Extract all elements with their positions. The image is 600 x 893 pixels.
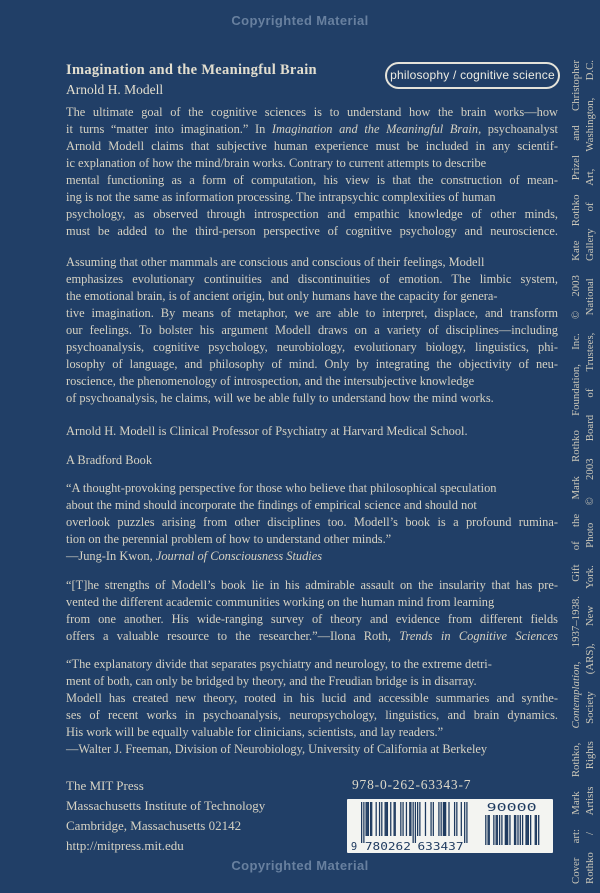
author-bio <box>66 423 558 440</box>
text-line: psychology, as observed through introspection and empathic knowledge of other minds, <box>66 207 558 221</box>
cover-credit <box>570 0 598 893</box>
isbn-label: 978-0-262-63343-7 <box>352 777 472 792</box>
text-line: our feelings. To bolster his argument Modell draws on a variety of disciplines—including <box>66 323 558 337</box>
barcode <box>347 799 553 853</box>
barcode-graphic <box>347 799 553 853</box>
text-line: offers a valuable resource to the researcher.”—Ilona Roth, Trends in Cognitive Sciences <box>66 629 559 643</box>
text-line: Massachusetts Institute of Technology <box>66 798 266 813</box>
text-line: psychoanalysis, cognitive psychology, neurobiology, evolutionary biology, linguistics, phi- <box>66 340 558 354</box>
svg-text:9: 9 <box>350 841 358 853</box>
review-quote-1 <box>66 480 558 565</box>
text-line: tive imagination. By means of metaphor, we are able to interpret, displace, and transform <box>66 306 558 320</box>
review-quote-2 <box>66 577 558 645</box>
category-badge: philosophy / cognitive science <box>385 62 560 89</box>
text-line: roscience, the phenomenology of introspection, and the intersubjective knowledge <box>66 374 475 388</box>
book-author: Arnold H. Modell <box>66 82 164 97</box>
header <box>66 62 317 98</box>
text-line: “The explanatory divide that separates psychiatry and neurology, to the extreme detri- <box>66 657 492 671</box>
text-line: of psychoanalysis, he claims, will we be able fully to understand how the mind works. <box>66 391 494 405</box>
text-line: vented the different academic communities working on the human mind from learning <box>66 595 495 609</box>
svg-text:780262: 780262 <box>364 841 411 853</box>
watermark-bottom: Copyrighted Material <box>231 858 369 873</box>
text-line: Rothko / Artists Rights Society (ARS), New York. Photo © 2003 Board of Trustees, National Gallery of Art, Washington, D.C. <box>583 60 596 884</box>
text-line: Assuming that other mammals are conscious and conscious of their feelings, Modell <box>66 255 485 269</box>
watermark-top: Copyrighted Material <box>231 13 369 28</box>
text-line: http://mitpress.mit.edu <box>66 838 184 853</box>
text-line: ment of both, can only be bridged by theory, and the Freudian bridge is in disarray. <box>66 674 477 688</box>
publisher-block <box>66 776 265 856</box>
synopsis-paragraph-1 <box>66 104 558 240</box>
text-line: “[T]he strengths of Modell’s book lie in his admirable assault on the insularity that has pre- <box>66 578 558 592</box>
synopsis-paragraph-2 <box>66 254 558 407</box>
text-line: must be added to the third-person perspective of cognitive psychology and neuroscience. <box>66 224 558 238</box>
text-line: Arnold H. Modell is Clinical Professor of Psychiatry at Harvard Medical School. <box>66 424 468 438</box>
text-line: overlook puzzles arising from other disciplines too. Modell’s book is a profound rumina- <box>66 515 558 529</box>
text-line: Arnold Modell claims that subjective human experience must be included in any scientif- <box>66 139 558 153</box>
text-line: emphasizes evolutionary continuities and discontinuities of emotion. The limbic system, <box>66 272 558 286</box>
text-line: the emotional brain, is of ancient origin, but only humans have the capacity for genera- <box>66 289 498 303</box>
text-line: Cover art: Mark Rothko, Contemplation, 1937–1938. Gift of the Mark Rothko Foundation, Inc. © 2003 Kate Rothko Prizel and Christopher <box>570 60 582 884</box>
text-line: “A thought-provoking perspective for those who believe that philosophical speculation <box>66 481 497 495</box>
book-title: Imagination and the Meaningful Brain <box>66 62 317 78</box>
text-line: it turns “matter into imagination.” In Imagination and the Meaningful Brain, psychoanalyst <box>66 122 558 136</box>
text-line: from one another. His wide-ranging survey of theory and evidence from different fields <box>66 612 558 626</box>
imprint-line <box>66 452 558 469</box>
main-text-column <box>66 104 558 758</box>
text-line: ic explanation of how the mind/brain works. Contrary to current attempts to describe <box>66 156 487 170</box>
text-line: The ultimate goal of the cognitive sciences is to understand how the brain works—how <box>66 105 558 119</box>
text-line: about the mind should incorporate the findings of empirical science and should not <box>66 498 477 512</box>
cover-credit-text <box>570 60 597 884</box>
text-line: —Walter J. Freeman, Division of Neurobiology, University of California at Berkeley <box>66 742 488 756</box>
svg-text:90000: 90000 <box>486 802 537 814</box>
review-quote-3 <box>66 656 558 758</box>
text-line: Modell has created new theory, rooted in his lucid and accessible summaries and synthe- <box>66 691 558 705</box>
text-line: —Jung-In Kwon, Journal of Consciousness Studies <box>66 549 323 563</box>
text-line: mental functioning as a form of computation, his view is that the construction of mean- <box>66 173 558 187</box>
text-line: Cambridge, Massachusetts 02142 <box>66 818 242 833</box>
text-line: tion on the perennial problem of how to understand other minds.” <box>66 532 392 546</box>
svg-text:633437: 633437 <box>417 841 464 853</box>
text-line: ing is not the same as information processing. The intrapsychic complexities of human <box>66 190 496 204</box>
text-line: ses of recent works in psychoanalysis, neuropsychology, linguistics, and brain dynamics. <box>66 708 558 722</box>
text-line: losophy of language, and philosophy of mind. Only by integrating the objectivity of neu- <box>66 357 558 371</box>
text-line: The MIT Press <box>66 778 144 793</box>
text-line: A Bradford Book <box>66 453 153 467</box>
text-line: His work will be equally valuable for clinicians, scientists, and lay readers.” <box>66 725 444 739</box>
